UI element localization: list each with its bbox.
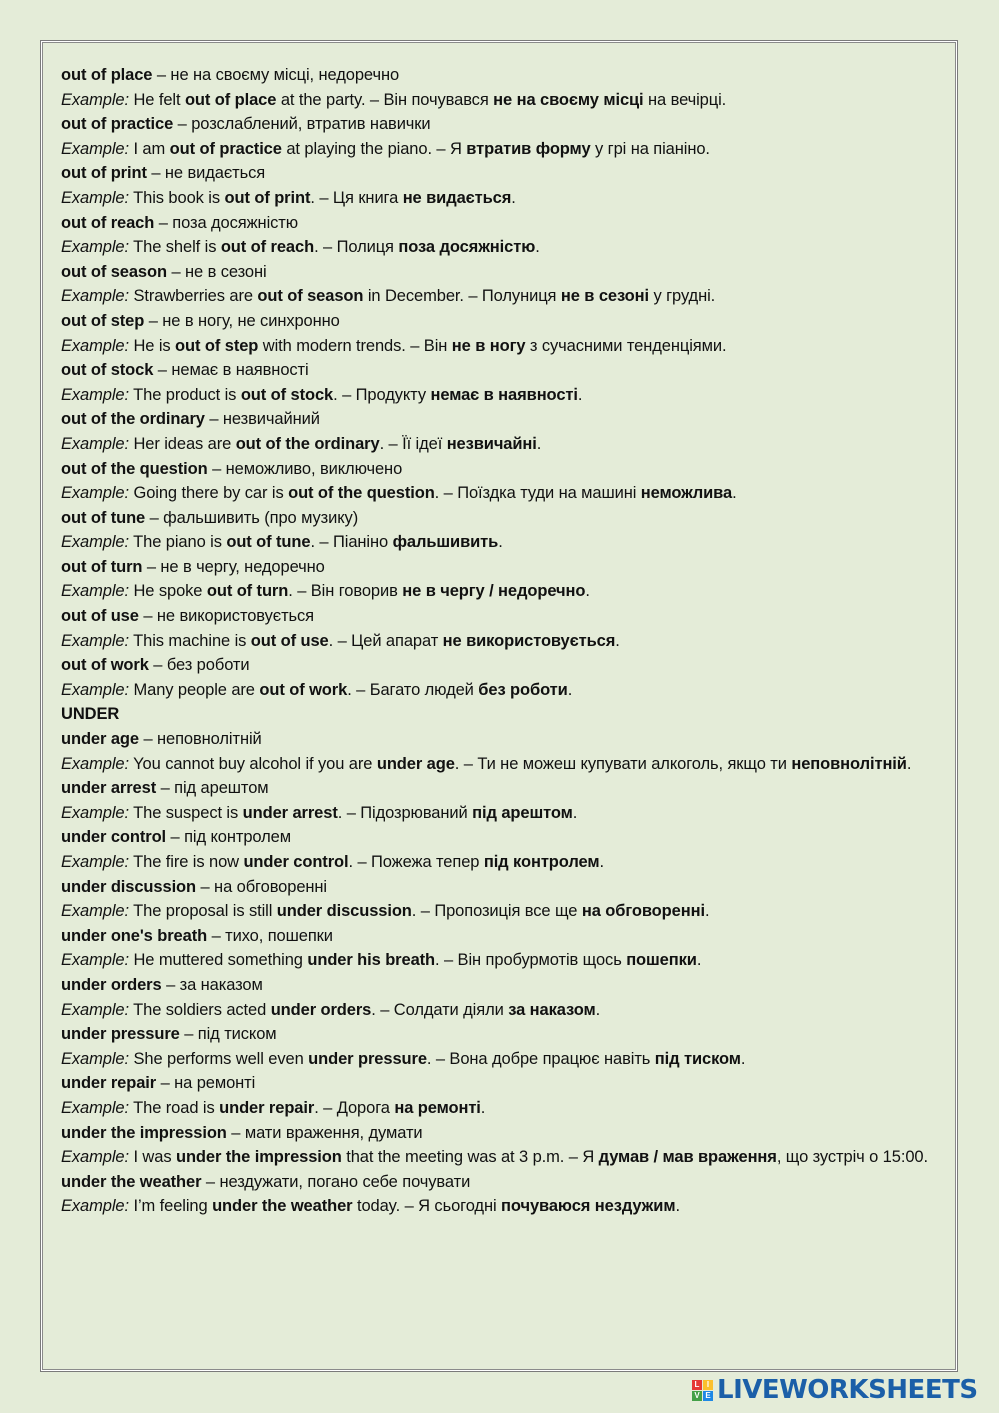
phrase-definition: – не видається xyxy=(151,164,266,183)
example-label: Example: xyxy=(61,139,129,158)
example-highlight: under the weather xyxy=(212,1197,353,1216)
example-text: на вечірці. xyxy=(643,90,727,109)
example-line xyxy=(61,629,966,654)
example-line xyxy=(61,801,966,826)
example-highlight: under arrest xyxy=(242,803,338,822)
example-text: He felt xyxy=(128,90,185,109)
example-text: . xyxy=(675,1197,680,1216)
example-text: The soldiers acted xyxy=(128,1000,271,1019)
example-text: . – Її ідеї xyxy=(379,434,447,453)
example-text: . – Він говорив xyxy=(288,582,403,601)
example-highlight: out of the ordinary xyxy=(235,434,380,453)
phrase-term: under arrest xyxy=(61,779,157,798)
example-label: Example: xyxy=(61,1098,129,1117)
example-text: . xyxy=(535,238,540,257)
phrase-term: out of the question xyxy=(61,459,208,478)
example-text: that the meeting was at 3 p.m. – Я xyxy=(341,1148,599,1167)
example-highlight: under the impression xyxy=(175,1148,342,1167)
phrase-line xyxy=(61,973,966,998)
example-highlight: під тиском xyxy=(654,1049,741,1068)
example-highlight: out of turn xyxy=(206,582,289,601)
phrase-line xyxy=(61,211,966,236)
phrase-term: out of practice xyxy=(61,115,174,134)
example-line xyxy=(61,998,966,1023)
example-line xyxy=(61,137,966,162)
example-text: . xyxy=(740,1049,746,1068)
phrase-term: under control xyxy=(61,828,167,847)
example-text: . xyxy=(696,951,702,970)
example-line xyxy=(61,1145,961,1170)
phrase-definition: – неповнолітній xyxy=(143,730,262,749)
example-line xyxy=(61,334,966,359)
example-label: Example: xyxy=(61,680,129,699)
example-highlight: не на своєму місці xyxy=(493,90,644,109)
example-line xyxy=(61,432,966,457)
example-text: . xyxy=(498,533,503,552)
example-text: The piano is xyxy=(128,533,227,552)
phrase-term: out of turn xyxy=(61,557,143,576)
example-text: The suspect is xyxy=(128,803,243,822)
phrase-definition: – фальшивить (про музику) xyxy=(149,508,359,527)
example-text: . xyxy=(906,754,912,773)
example-label: Example: xyxy=(61,1000,129,1019)
example-line xyxy=(61,88,966,113)
example-highlight: не в чергу / недоречно xyxy=(402,582,586,601)
worksheet-content xyxy=(61,63,966,1219)
example-highlight: фальшивить xyxy=(392,533,499,552)
example-text: . – Пропозиція все ще xyxy=(411,902,582,921)
phrase-line xyxy=(61,1071,966,1096)
example-label: Example: xyxy=(61,1148,129,1167)
example-text: . – Полиця xyxy=(314,238,399,257)
phrase-definition: – мати враження, думати xyxy=(231,1123,423,1142)
phrase-line xyxy=(61,260,966,285)
example-text: . xyxy=(599,853,604,871)
example-highlight: на ремонті xyxy=(394,1098,481,1117)
phrase-line xyxy=(61,776,966,801)
example-highlight: under orders xyxy=(270,1000,372,1019)
phrase-term: out of place xyxy=(61,66,153,84)
example-label: Example: xyxy=(61,754,129,773)
phrase-term: out of work xyxy=(61,656,149,675)
example-text: This machine is xyxy=(128,631,251,650)
phrase-line xyxy=(61,1121,966,1146)
phrase-line xyxy=(61,555,966,580)
phrase-definition: – незвичайний xyxy=(209,410,320,429)
example-label: Example: xyxy=(61,631,129,650)
phrase-term: out of season xyxy=(61,262,167,281)
phrase-definition: – на обговоренні xyxy=(200,877,327,896)
example-line xyxy=(61,186,966,211)
phrase-term: under the weather xyxy=(61,1172,202,1191)
phrase-definition: – нездужати, погано себе почувати xyxy=(205,1172,471,1191)
logo-letter-tile: L xyxy=(692,1380,702,1390)
example-line xyxy=(61,752,961,777)
phrase-definition: – немає в наявності xyxy=(157,361,309,380)
phrase-line xyxy=(61,825,966,850)
phrase-term: out of stock xyxy=(61,361,154,380)
example-highlight: немає в наявності xyxy=(430,385,578,404)
example-text: . – Продукту xyxy=(333,385,431,404)
example-label: Example: xyxy=(61,803,129,822)
example-highlight: under discussion xyxy=(276,902,412,921)
example-label: Example: xyxy=(61,287,129,306)
phrase-term: out of tune xyxy=(61,508,146,527)
example-text: . xyxy=(615,631,620,650)
example-text: . – Солдати діяли xyxy=(371,1000,509,1019)
example-text: . – Пожежа тепер xyxy=(348,853,484,871)
example-highlight: не в ногу xyxy=(451,336,526,355)
logo-icon xyxy=(692,1380,713,1401)
example-text: He muttered something xyxy=(128,951,308,970)
example-text: The road is xyxy=(128,1098,220,1117)
logo-letter-tile: V xyxy=(692,1391,702,1401)
phrase-line xyxy=(61,604,966,629)
example-highlight: out of the question xyxy=(288,484,435,503)
example-label: Example: xyxy=(61,336,129,355)
phrase-term: out of use xyxy=(61,607,139,626)
example-label: Example: xyxy=(61,434,129,453)
example-highlight: out of season xyxy=(257,287,364,306)
example-text: The shelf is xyxy=(128,238,221,257)
example-text: . – Ця книга xyxy=(310,188,403,207)
phrase-term: under repair xyxy=(61,1074,157,1093)
under-phrase-list xyxy=(61,727,966,1219)
example-highlight: не в сезоні xyxy=(560,287,650,306)
phrase-definition: – на ремонті xyxy=(160,1074,256,1093)
example-text: . xyxy=(577,385,583,404)
example-highlight: out of practice xyxy=(169,139,282,158)
example-highlight: under repair xyxy=(219,1098,315,1117)
example-line xyxy=(61,678,966,703)
example-highlight: за наказом xyxy=(508,1000,596,1019)
example-highlight: under pressure xyxy=(308,1049,427,1068)
phrase-line xyxy=(61,112,966,137)
example-text: . – Підозрюваний xyxy=(337,803,473,822)
phrase-definition: – не в ногу, не синхронно xyxy=(148,311,340,330)
example-highlight: out of reach xyxy=(220,238,315,257)
phrase-term: under pressure xyxy=(61,1025,180,1044)
example-text: Strawberries are xyxy=(128,287,258,306)
phrase-definition: – не на своєму місці, недоречно xyxy=(156,66,400,84)
example-text: . xyxy=(567,680,573,699)
example-line xyxy=(61,284,966,309)
phrase-definition: – поза досяжністю xyxy=(158,213,299,232)
example-text: You cannot buy alcohol if you are xyxy=(128,754,377,773)
example-highlight: out of work xyxy=(259,680,348,699)
example-text: . – Поїздка туди на машині xyxy=(434,484,641,503)
example-text: . xyxy=(572,803,578,822)
example-label: Example: xyxy=(61,238,129,257)
example-highlight: out of place xyxy=(184,90,277,109)
example-highlight: out of tune xyxy=(226,533,311,552)
example-label: Example: xyxy=(61,902,129,921)
logo-letter-tile: E xyxy=(703,1391,713,1401)
brand-wordmark: LIVEWORKSHEETS xyxy=(717,1375,978,1405)
example-line xyxy=(61,899,966,924)
example-text: I am xyxy=(128,139,170,158)
example-text: at the party. – Він почувався xyxy=(276,90,494,109)
example-text: Going there by car is xyxy=(128,484,289,503)
example-text: . – Дорога xyxy=(314,1098,395,1117)
phrase-line xyxy=(61,653,966,678)
example-highlight: out of use xyxy=(250,631,329,650)
example-line xyxy=(61,579,966,604)
phrase-line xyxy=(61,727,966,752)
example-text: . – Цей апарат xyxy=(328,631,443,650)
phrase-line xyxy=(61,161,966,186)
example-text: . xyxy=(704,902,710,921)
phrase-definition: – неможливо, виключено xyxy=(212,459,403,478)
example-highlight: поза досяжністю xyxy=(398,238,536,257)
phrase-term: under age xyxy=(61,730,139,749)
phrase-definition: – під тиском xyxy=(184,1025,277,1044)
liveworksheets-logo[interactable] xyxy=(692,1374,978,1406)
example-line xyxy=(61,530,966,555)
phrase-line xyxy=(61,457,966,482)
example-label: Example: xyxy=(61,582,129,601)
example-text: Her ideas are xyxy=(128,434,236,453)
example-text: . xyxy=(585,582,590,601)
example-label: Example: xyxy=(61,188,129,207)
phrase-line xyxy=(61,407,966,432)
example-line xyxy=(61,948,966,973)
phrase-term: out of the ordinary xyxy=(61,410,205,429)
example-highlight: out of step xyxy=(175,336,259,355)
example-highlight: under control xyxy=(243,853,349,871)
example-highlight: на обговоренні xyxy=(581,902,705,921)
example-text: She performs well even xyxy=(128,1049,309,1068)
example-text: . xyxy=(536,434,542,453)
example-highlight: без роботи xyxy=(478,680,568,699)
example-highlight: думав / мав враження xyxy=(598,1148,777,1167)
example-label: Example: xyxy=(61,1197,129,1216)
example-text: The product is xyxy=(128,385,241,404)
example-text: The fire is now xyxy=(128,853,244,871)
phrase-term: out of step xyxy=(61,311,145,330)
example-highlight: under age xyxy=(376,754,455,773)
phrase-term: under discussion xyxy=(61,877,197,896)
example-text: з сучасними тенденціями. xyxy=(525,336,727,355)
example-text: . xyxy=(732,484,737,503)
phrase-definition: – не використовується xyxy=(143,607,315,626)
example-highlight: втратив форму xyxy=(466,139,591,158)
section-heading-under: UNDER xyxy=(61,705,120,724)
phrase-line xyxy=(61,309,966,334)
phrase-line xyxy=(61,1170,966,1195)
example-text: у грі на піаніно. xyxy=(590,139,710,158)
example-highlight: out of stock xyxy=(240,385,334,404)
phrase-definition: – не в чергу, недоречно xyxy=(146,557,325,576)
phrase-definition: – не в сезоні xyxy=(171,262,267,281)
example-label: Example: xyxy=(61,853,129,871)
example-label: Example: xyxy=(61,385,129,404)
example-text: He is xyxy=(128,336,176,355)
example-text: He spoke xyxy=(128,582,207,601)
phrase-term: out of reach xyxy=(61,213,155,232)
phrase-term: out of print xyxy=(61,164,147,183)
example-text: I was xyxy=(128,1148,176,1167)
example-text: with modern trends. – Він xyxy=(258,336,452,355)
example-highlight: не видається xyxy=(402,188,512,207)
example-text: у грудні. xyxy=(649,287,716,306)
example-highlight: під контролем xyxy=(483,853,600,871)
example-highlight: пошепки xyxy=(626,951,697,970)
phrase-definition: – без роботи xyxy=(153,656,250,675)
example-line xyxy=(61,1194,966,1219)
worksheet-frame xyxy=(40,40,958,1372)
logo-letter-tile: I xyxy=(703,1380,713,1390)
phrase-line xyxy=(61,506,966,531)
example-text: . – Багато людей xyxy=(347,680,479,699)
phrase-line xyxy=(61,875,966,900)
example-text: . – Вона добре працює навіть xyxy=(426,1049,655,1068)
example-text: . – Ти не можеш купувати алкоголь, якщо ти xyxy=(454,754,792,773)
example-text: at playing the piano. – Я xyxy=(281,139,467,158)
example-line xyxy=(61,850,966,875)
example-label: Example: xyxy=(61,533,129,552)
example-line xyxy=(61,481,966,506)
example-highlight: почуваюся нездужим xyxy=(501,1197,676,1216)
example-text: in December. – Полуниця xyxy=(363,287,561,306)
phrase-definition: – тихо, пошепки xyxy=(211,926,333,945)
phrase-line xyxy=(61,358,966,383)
phrase-term: under the impression xyxy=(61,1123,227,1142)
example-line xyxy=(61,1096,966,1121)
example-label: Example: xyxy=(61,951,129,970)
example-highlight: under his breath xyxy=(307,951,436,970)
example-highlight: незвичайні xyxy=(446,434,537,453)
example-text: This book is xyxy=(128,188,225,207)
example-text: . – Піаніно xyxy=(310,533,393,552)
example-highlight: out of print xyxy=(224,188,311,207)
example-line xyxy=(61,383,966,408)
phrase-term: under orders xyxy=(61,975,162,994)
example-text: . – Він пробурмотів щось xyxy=(435,951,627,970)
phrase-line xyxy=(61,1022,966,1047)
example-highlight: неможлива xyxy=(640,484,733,503)
out-of-phrase-list xyxy=(61,63,966,702)
example-text: today. – Я сьогодні xyxy=(352,1197,502,1216)
phrase-definition: – розслаблений, втратив навички xyxy=(177,115,431,134)
phrase-definition: – під арештом xyxy=(160,779,269,798)
example-line xyxy=(61,1047,966,1072)
example-highlight: під арештом xyxy=(472,803,573,822)
example-text: I’m feeling xyxy=(128,1197,213,1216)
phrase-definition: – під контролем xyxy=(170,828,291,847)
example-label: Example: xyxy=(61,484,129,503)
example-text: Many people are xyxy=(128,680,260,699)
example-text: . xyxy=(595,1000,601,1019)
example-label: Example: xyxy=(61,1049,129,1068)
example-line xyxy=(61,235,966,260)
example-text: The proposal is still xyxy=(128,902,277,921)
example-highlight: не використовується xyxy=(442,631,616,650)
example-highlight: неповнолітній xyxy=(791,754,907,773)
example-label: Example: xyxy=(61,90,129,109)
example-text: . xyxy=(480,1098,486,1117)
phrase-line xyxy=(61,63,966,88)
example-text: . xyxy=(511,188,516,207)
example-text: , що зустріч о 15:00. xyxy=(776,1148,928,1167)
phrase-line xyxy=(61,924,966,949)
phrase-term: under one's breath xyxy=(61,926,208,945)
phrase-definition: – за наказом xyxy=(166,975,263,994)
